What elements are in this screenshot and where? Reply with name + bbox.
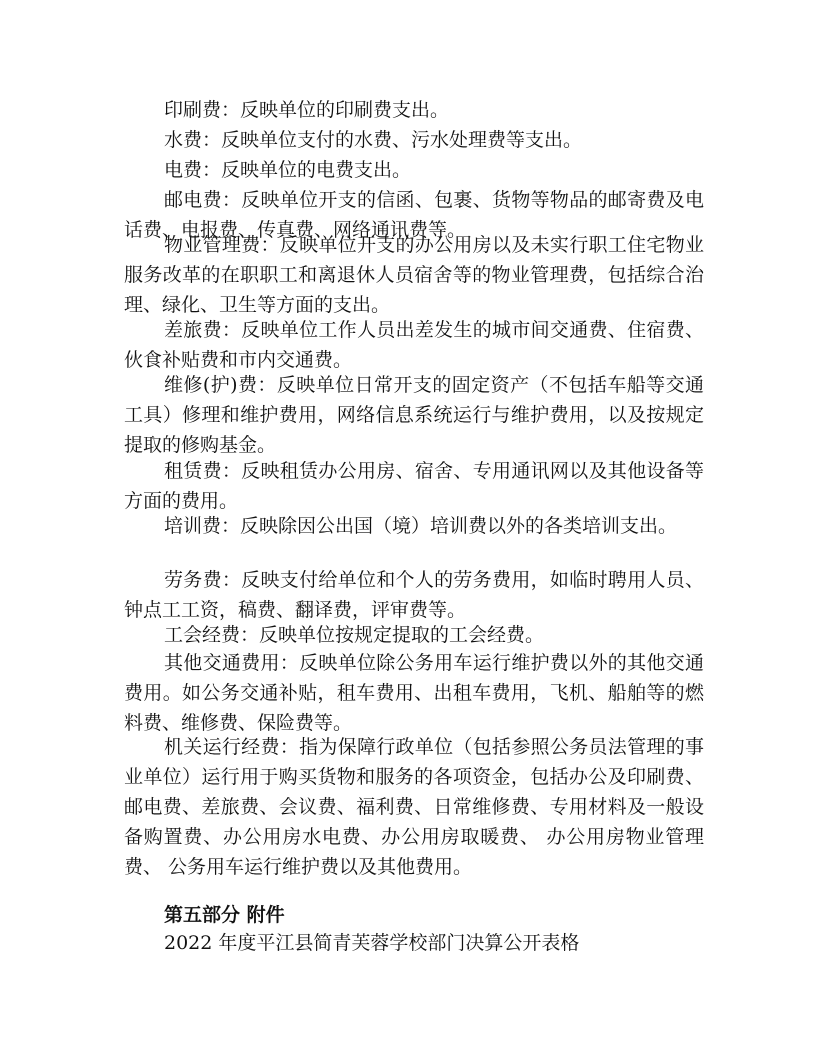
- paragraph-other-transport: 其他交通费用：反映单位除公务用车运行维护费以外的其他交通费用。如公务交通补贴，租车费用、出租车费用，飞机、船舶等的燃料费、维修费、保险费等。: [124, 652, 704, 734]
- paragraph-water-fee: 水费：反映单位支付的水费、污水处理费等支出。: [164, 129, 583, 151]
- paragraph-printing-fee: 印刷费：反映单位的印刷费支出。: [164, 99, 450, 121]
- paragraph-postal-fee: 邮电费：反映单位开支的信函、包裹、货物等物品的邮寄费及电话费、电报费、传真费、网络通讯费等。: [124, 189, 704, 241]
- paragraph-maintenance-fee: 维修(护)费：反映单位日常开支的固定资产（不包括车船等交通工具）修理和维护费用，网络信息系统运行与维护费用，以及按规定提取的修购基金。: [124, 374, 704, 456]
- paragraph-labor-fee: 劳务费：反映支付给单位和个人的劳务费用，如临时聘用人员、钟点工工资，稿费、翻译费，评审费等。: [124, 569, 704, 621]
- section-heading: 第五部分 附件: [164, 904, 285, 926]
- paragraph-operating-funds: 机关运行经费：指为保障行政单位（包括参照公务员法管理的事业单位）运行用于购买货物和服务的各项资金，包括办公及印刷费、邮电费、差旅费、会议费、福利费、日常维修费、专用材料及一般设备购置费、办公用房水电费、办公用房取暖费、 办公用房物业管理费、 公务用车运行维护费以及其他费用。: [124, 736, 704, 878]
- paragraph-electricity-fee: 电费：反映单位的电费支出。: [164, 159, 412, 181]
- paragraph-union-fee: 工会经费：反映单位按规定提取的工会经费。: [164, 624, 545, 646]
- paragraph-training-fee: 培训费：反映除因公出国（境）培训费以外的各类培训支出。: [164, 515, 678, 537]
- paragraph-property-fee: 物业管理费：反映单位开支的办公用房以及未实行职工住宅物业服务改革的在职职工和离退休人员宿舍等的物业管理费，包括综合治理、绿化、卫生等方面的支出。: [124, 234, 704, 316]
- paragraph-travel-fee: 差旅费：反映单位工作人员出差发生的城市间交通费、住宿费、伙食补贴费和市内交通费。: [124, 319, 704, 371]
- paragraph-rent-fee: 租赁费：反映租赁办公用房、宿舍、专用通讯网以及其他设备等方面的费用。: [124, 460, 704, 512]
- attachment-title: 2022 年度平江县简青芙蓉学校部门决算公开表格: [164, 932, 580, 954]
